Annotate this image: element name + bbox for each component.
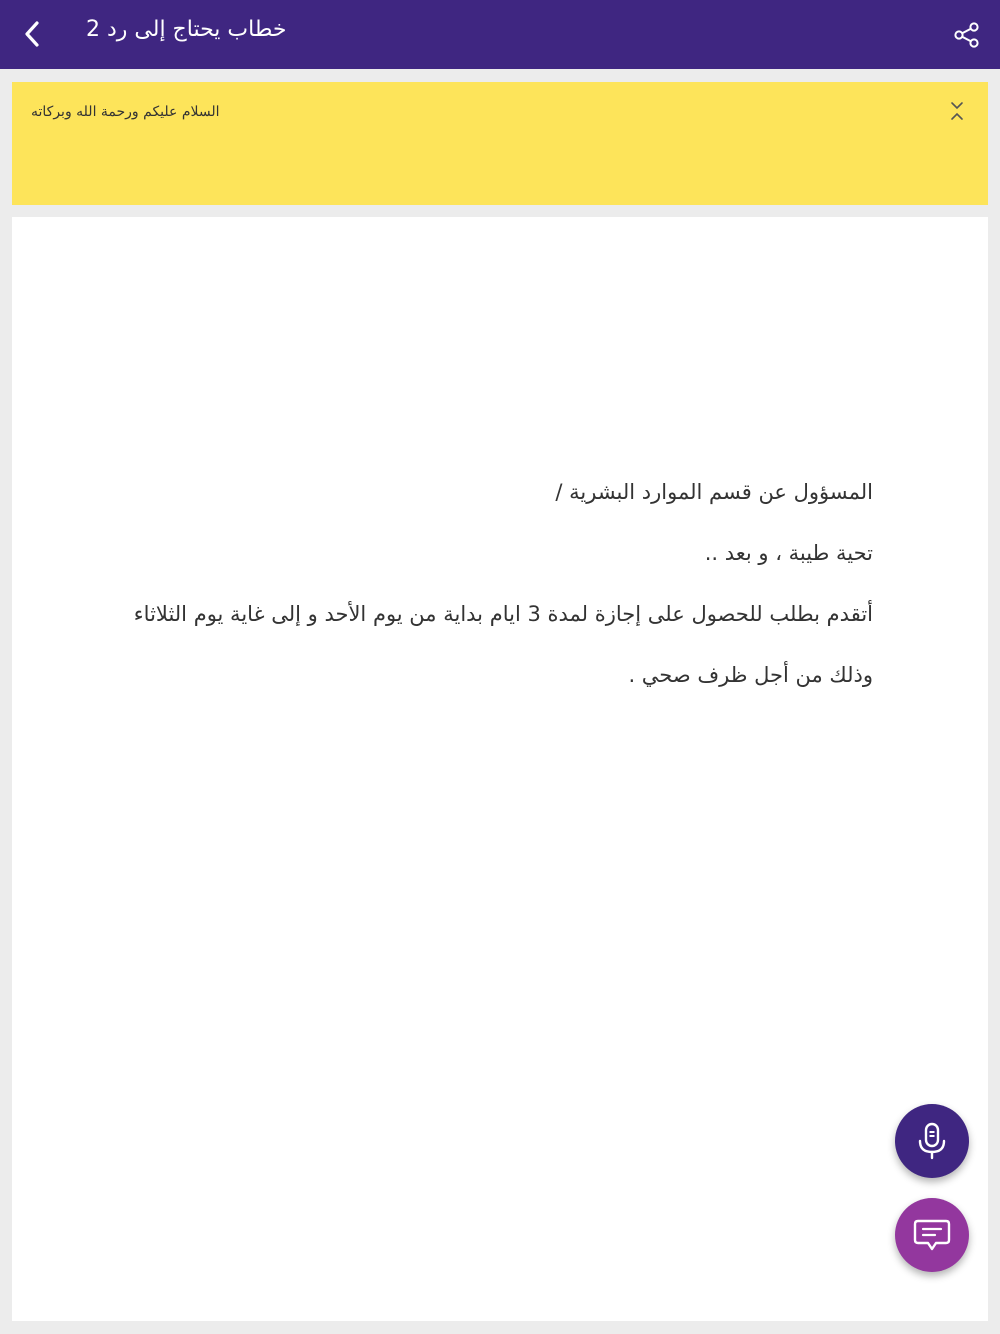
letter-line: تحية طيبة ، و بعد ..	[704, 541, 873, 565]
chevron-left-icon	[20, 19, 44, 49]
sticky-note	[12, 82, 988, 205]
chat-button[interactable]	[895, 1198, 969, 1272]
letter-line: وذلك من أجل ظرف صحي .	[628, 663, 873, 687]
microphone-icon	[914, 1121, 950, 1161]
chat-bubble-icon	[912, 1215, 952, 1255]
collapse-chevron-icon	[949, 100, 965, 122]
page-title: خطاب يحتاج إلى رد 2	[86, 17, 287, 42]
letter-page[interactable]	[12, 217, 988, 1321]
letter-line: المسؤول عن قسم الموارد البشرية /	[555, 480, 873, 504]
letter-body	[113, 475, 873, 719]
share-button[interactable]	[948, 16, 986, 54]
letter-line: أتقدم بطلب للحصول على إجازة لمدة 3 ايام بداية من يوم الأحد و إلى غاية يوم الثلاثاء	[133, 602, 873, 626]
note-text: السلام عليكم ورحمة الله وبركاته	[31, 104, 220, 120]
share-icon	[953, 21, 981, 49]
back-button[interactable]	[12, 14, 52, 54]
collapse-note-button[interactable]	[944, 98, 970, 124]
app-header	[0, 0, 1000, 69]
voice-input-button[interactable]	[895, 1104, 969, 1178]
